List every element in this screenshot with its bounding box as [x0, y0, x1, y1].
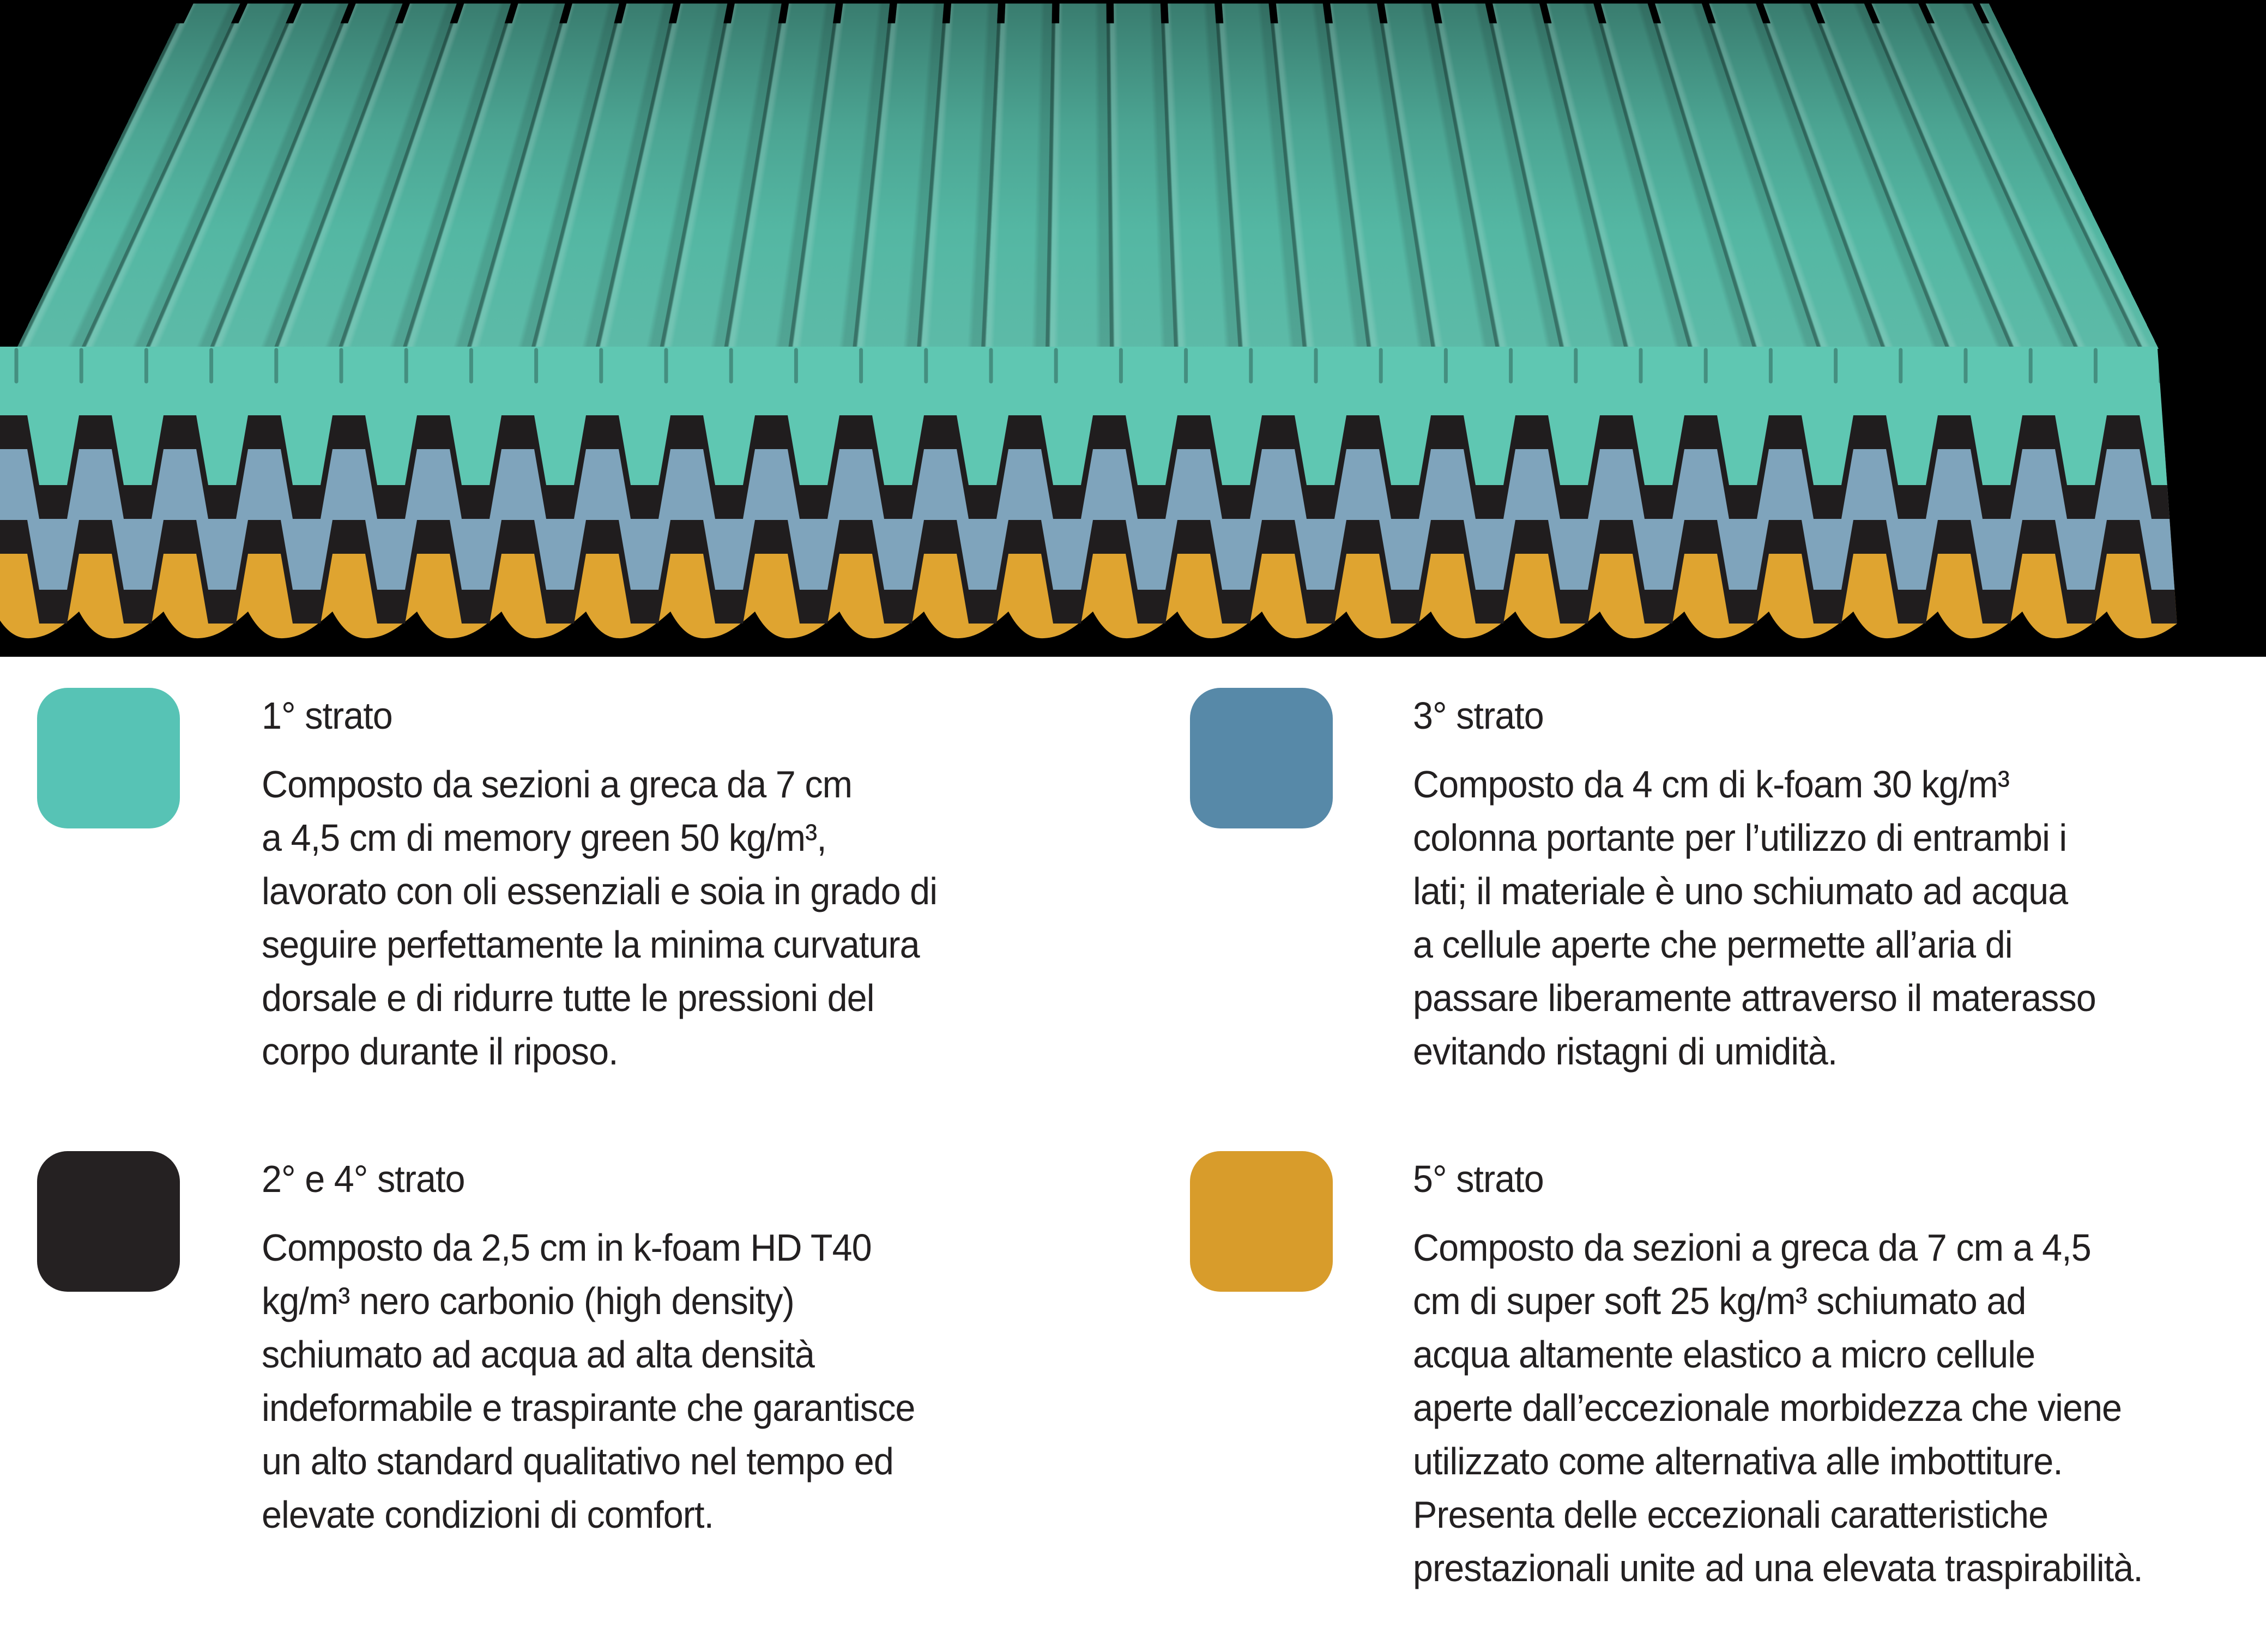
legend-item-line: un alto standard qualitativo nel tempo ed	[262, 1440, 893, 1482]
legend-item-line: a cellule aperte che permette all’aria di	[1413, 923, 2013, 966]
legend-item-title: 1° strato	[262, 694, 392, 737]
color-swatch-layer-5	[1190, 1151, 1333, 1292]
legend-item-title: 5° strato	[1413, 1158, 1544, 1200]
legend-item-line: elevate condizioni di comfort.	[262, 1493, 714, 1536]
legend-item-line: a 4,5 cm di memory green 50 kg/m³,	[262, 816, 826, 859]
legend-item-line: passare liberamente attraverso il materasso	[1413, 977, 2096, 1019]
legend-item-line: Composto da sezioni a greca da 7 cm a 4,5	[1413, 1226, 2091, 1269]
legend-item-line: lati; il materiale è uno schiumato ad acqua	[1413, 870, 2068, 912]
mattress-front-face	[0, 0, 2266, 657]
legend-item-line: Composto da sezioni a greca da 7 cm	[262, 763, 853, 806]
legend-item-line: schiumato ad acqua ad alta densità	[262, 1333, 814, 1376]
legend-item-line: kg/m³ nero carbonio (high density)	[262, 1280, 794, 1322]
legend-item-line: evitando ristagni di umidità.	[1413, 1030, 1838, 1073]
color-swatch-layer-1	[37, 688, 180, 828]
legend-item-line: aperte dall’eccezionale morbidezza che viene	[1413, 1387, 2122, 1429]
legend-item-line: colonna portante per l’utilizzo di entrambi i	[1413, 816, 2067, 859]
legend-item-line: acqua altamente elastico a micro cellule	[1413, 1333, 2035, 1376]
legend-item-line: Composto da 4 cm di k-foam 30 kg/m³	[1413, 763, 2009, 806]
color-swatch-layer-3	[1190, 688, 1333, 828]
legend-item-title: 3° strato	[1413, 694, 1544, 737]
legend-item-title: 2° e 4° strato	[262, 1158, 465, 1200]
legend-item-line: Presenta delle eccezionali caratteristiche	[1413, 1493, 2049, 1536]
color-swatch-layer-2-4	[37, 1151, 180, 1292]
legend-item-line: cm di super soft 25 kg/m³ schiumato ad	[1413, 1280, 2026, 1322]
legend-item-line: corpo durante il riposo.	[262, 1030, 618, 1073]
mattress-photo	[0, 0, 2266, 657]
legend-item-line: indeformabile e traspirante che garantisce	[262, 1387, 915, 1429]
legend-item-line: prestazionali unite ad una elevata traspirabilità.	[1413, 1547, 2143, 1589]
legend-item-line: seguire perfettamente la minima curvatura	[262, 923, 920, 966]
legend-item-line: lavorato con oli essenziali e soia in grado di	[262, 870, 938, 912]
legend-item-line: Composto da 2,5 cm in k-foam HD T40	[262, 1226, 872, 1269]
legend-item-line: dorsale e di ridurre tutte le pressioni del	[262, 977, 874, 1019]
legend-item-line: utilizzato come alternativa alle imbottiture.	[1413, 1440, 2063, 1482]
